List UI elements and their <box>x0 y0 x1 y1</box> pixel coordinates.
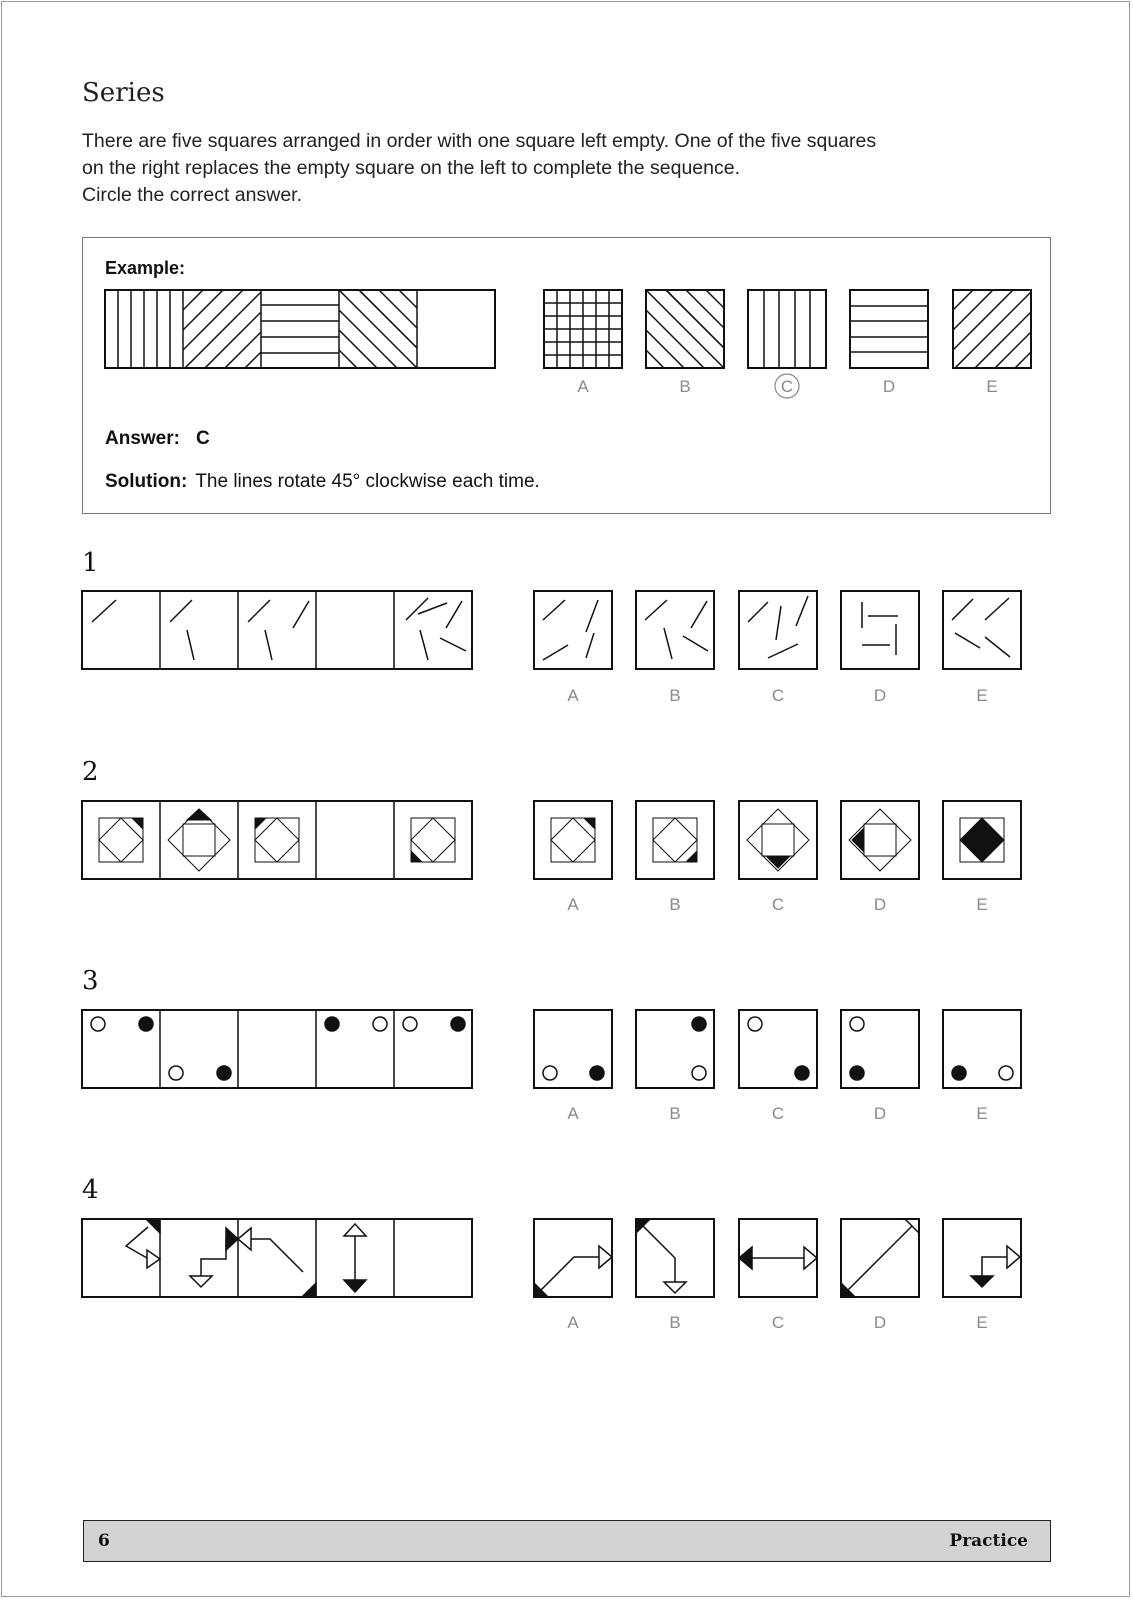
option-label: C <box>771 686 785 705</box>
question-4-sequence <box>82 1219 472 1297</box>
q1-option-e <box>943 591 1021 669</box>
q4-option-d <box>841 1219 919 1297</box>
option-label: B <box>669 1104 681 1123</box>
q4-option-b <box>636 1219 714 1297</box>
example-square-vertical-lines <box>118 290 170 368</box>
instruction-line: on the right replaces the empty square on the left to complete the sequence. <box>82 157 740 179</box>
q1-option-c <box>739 591 817 669</box>
option-label: B <box>669 1313 681 1332</box>
q3-option-e <box>943 1010 1021 1088</box>
q1-option-d <box>841 591 919 669</box>
example-square-diagonal-left <box>339 270 479 370</box>
option-label: E <box>986 377 998 396</box>
option-label: C <box>771 1313 785 1332</box>
example-option-a-grid <box>544 290 622 368</box>
question-number-3: 3 <box>82 966 99 996</box>
example-empty-square <box>417 290 495 368</box>
example-square-horizontal-lines <box>261 305 339 353</box>
option-label: A <box>567 895 579 914</box>
option-label: D <box>882 377 896 396</box>
q3-option-b <box>636 1010 714 1088</box>
question-number-2: 2 <box>82 757 99 787</box>
question-4-options <box>534 1219 1021 1297</box>
question-1-sequence <box>82 591 472 669</box>
page-number: 6 <box>98 1531 110 1551</box>
answer-value: C <box>195 428 210 449</box>
example-option-d-horizontal <box>850 290 928 368</box>
question-1-option-labels <box>567 686 987 705</box>
option-label: D <box>873 1104 887 1123</box>
solution-label: Solution: <box>105 471 188 492</box>
option-label: B <box>669 686 681 705</box>
footer-bar <box>83 1520 1051 1562</box>
option-label: D <box>873 686 887 705</box>
q4-option-e <box>943 1219 1021 1297</box>
section-name: Practice <box>949 1531 1028 1551</box>
option-label: E <box>976 895 988 914</box>
question-3-options <box>534 1010 1021 1088</box>
option-label: A <box>567 1104 579 1123</box>
example-sequence <box>105 270 495 375</box>
example-option-c-vertical <box>748 290 826 368</box>
q1-option-b <box>636 591 714 669</box>
option-label: A <box>567 686 579 705</box>
example-options <box>544 270 1093 398</box>
question-3-sequence <box>82 1010 472 1088</box>
q3-option-d <box>841 1010 919 1088</box>
option-label: C <box>771 1104 785 1123</box>
option-label: B <box>669 895 681 914</box>
option-label: E <box>976 1104 988 1123</box>
q3-option-c <box>739 1010 817 1088</box>
option-label: D <box>873 895 887 914</box>
option-label: B <box>679 377 691 396</box>
question-2-option-labels <box>567 895 987 914</box>
q1-option-a <box>534 591 612 669</box>
question-2-options <box>534 801 1021 879</box>
question-2-sequence <box>82 801 472 879</box>
example-option-b-diagonal <box>646 270 786 370</box>
answer-label: Answer: <box>105 428 180 449</box>
instruction-line: There are five squares arranged in order with one square left empty. One of the five squares <box>82 130 877 152</box>
example-square-diagonal-right <box>183 290 323 375</box>
q2-option-e <box>943 801 1021 879</box>
q3-option-a <box>534 1010 612 1088</box>
q4-option-a <box>534 1219 612 1297</box>
solution-text: The lines rotate 45° clockwise each time. <box>195 471 540 492</box>
page-title: Series <box>82 78 165 108</box>
option-label: C <box>771 895 785 914</box>
example-option-e-diagonal <box>953 290 1093 375</box>
option-label: D <box>873 1313 887 1332</box>
question-3-option-labels <box>567 1104 987 1123</box>
q4-option-c <box>739 1219 817 1297</box>
q2-option-c <box>739 801 817 879</box>
question-number-4: 4 <box>82 1175 99 1205</box>
option-label: A <box>567 1313 579 1332</box>
q2-option-d <box>841 801 919 879</box>
option-label: A <box>577 377 589 396</box>
example-option-labels <box>577 377 997 396</box>
question-1-options <box>534 591 1021 669</box>
option-label: E <box>976 1313 988 1332</box>
instruction-line: Circle the correct answer. <box>82 184 302 206</box>
question-4-option-labels <box>567 1313 987 1332</box>
example-label: Example: <box>105 258 186 278</box>
option-label: C <box>780 377 794 396</box>
q2-option-b <box>636 801 714 879</box>
option-label: E <box>976 686 988 705</box>
question-number-1: 1 <box>82 548 99 578</box>
q2-option-a <box>534 801 612 879</box>
